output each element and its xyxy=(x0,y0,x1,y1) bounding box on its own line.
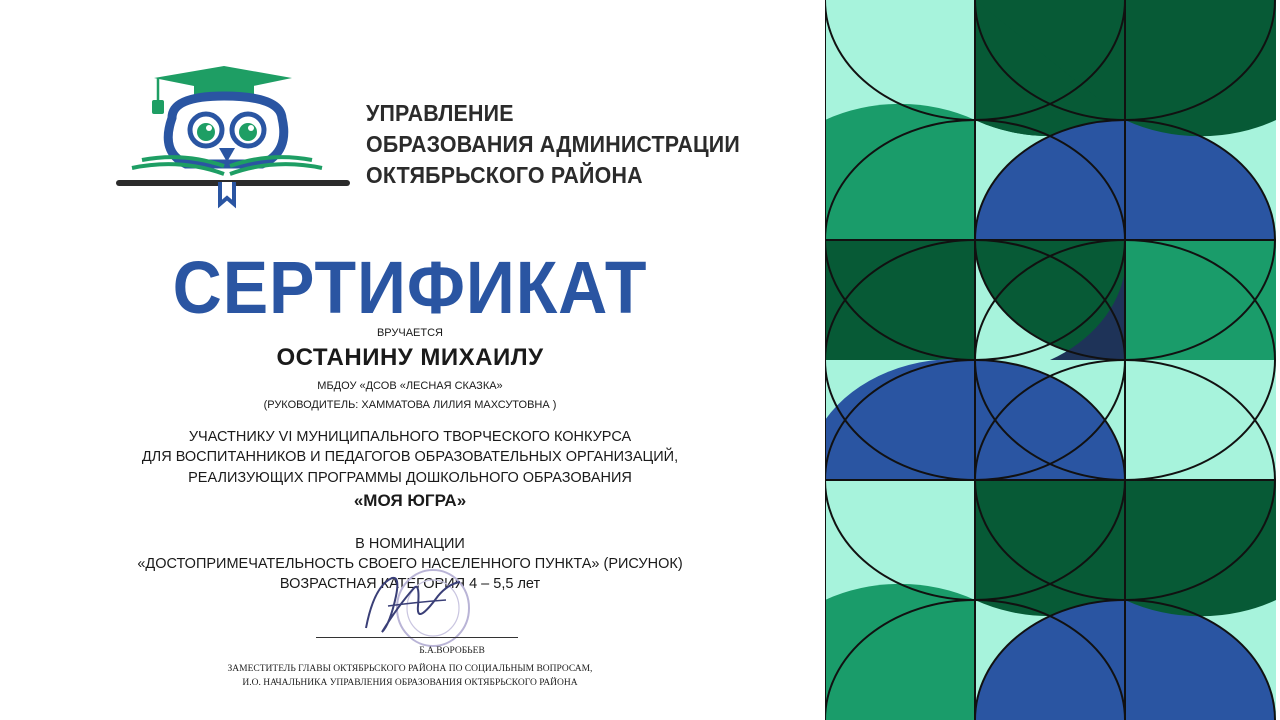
awarded-label: ВРУЧАЕТСЯ xyxy=(376,327,444,339)
signatory-name: Б.А.ВОРОБЬЕВ xyxy=(419,646,485,656)
participant-line-2: ДЛЯ ВОСПИТАННИКОВ И ПЕДАГОГОВ ОБРАЗОВАТЕЛЬНЫХ ОРГАНИЗАЦИЙ, xyxy=(141,449,679,465)
age-category: ВОЗРАСТНАЯ КАТЕГОРИЯ 4 – 5,5 лет xyxy=(279,576,541,592)
org-line-2: ОБРАЗОВАНИЯ АДМИНИСТРАЦИИ xyxy=(366,131,740,157)
signatory-position-1: ЗАМЕСТИТЕЛЬ ГЛАВЫ ОКТЯБРЬСКОГО РАЙОНА ПО СОЦИАЛЬНЫМ ВОПРОСАМ, xyxy=(227,664,593,674)
org-line-3: ОКТЯБРЬСКОГО РАЙОНА xyxy=(366,162,643,188)
institution-name: МБДОУ «ДСОВ «ЛЕСНАЯ СКАЗКА» xyxy=(317,380,503,392)
supervisor-line: (РУКОВОДИТЕЛЬ: ХАММАТОВА ЛИЛИЯ МАХСУТОВНА ) xyxy=(263,399,557,411)
participant-line-1: УЧАСТНИКУ VI МУНИЦИПАЛЬНОГО ТВОРЧЕСКОГО КОНКУРСА xyxy=(188,429,632,445)
signatory-position-2: И.О. НАЧАЛЬНИКА УПРАВЛЕНИЯ ОБРАЗОВАНИЯ ОКТЯБРЬСКОГО РАЙОНА xyxy=(242,678,578,688)
participant-line-3: РЕАЛИЗУЮЩИХ ПРОГРАММЫ ДОШКОЛЬНОГО ОБРАЗОВАНИЯ xyxy=(188,470,632,486)
organization-name xyxy=(366,98,740,191)
contest-name: «МОЯ ЮГРА» xyxy=(353,491,467,510)
owl-logo-icon xyxy=(112,60,357,210)
signature-stamp-icon xyxy=(348,566,478,656)
decorative-pattern-panel xyxy=(825,0,1276,720)
org-line-1: УПРАВЛЕНИЕ xyxy=(366,100,514,126)
certificate-title: СЕРТИФИКАТ xyxy=(172,246,648,329)
recipient-name: ОСТАНИНУ МИХАИЛУ xyxy=(276,344,544,371)
nomination-label: В НОМИНАЦИИ xyxy=(355,536,465,552)
signature-line xyxy=(316,637,518,638)
nomination-title: «ДОСТОПРИМЕЧАТЕЛЬНОСТЬ СВОЕГО НАСЕЛЕННОГО ПУНКТА» (РИСУНОК) xyxy=(137,556,683,572)
